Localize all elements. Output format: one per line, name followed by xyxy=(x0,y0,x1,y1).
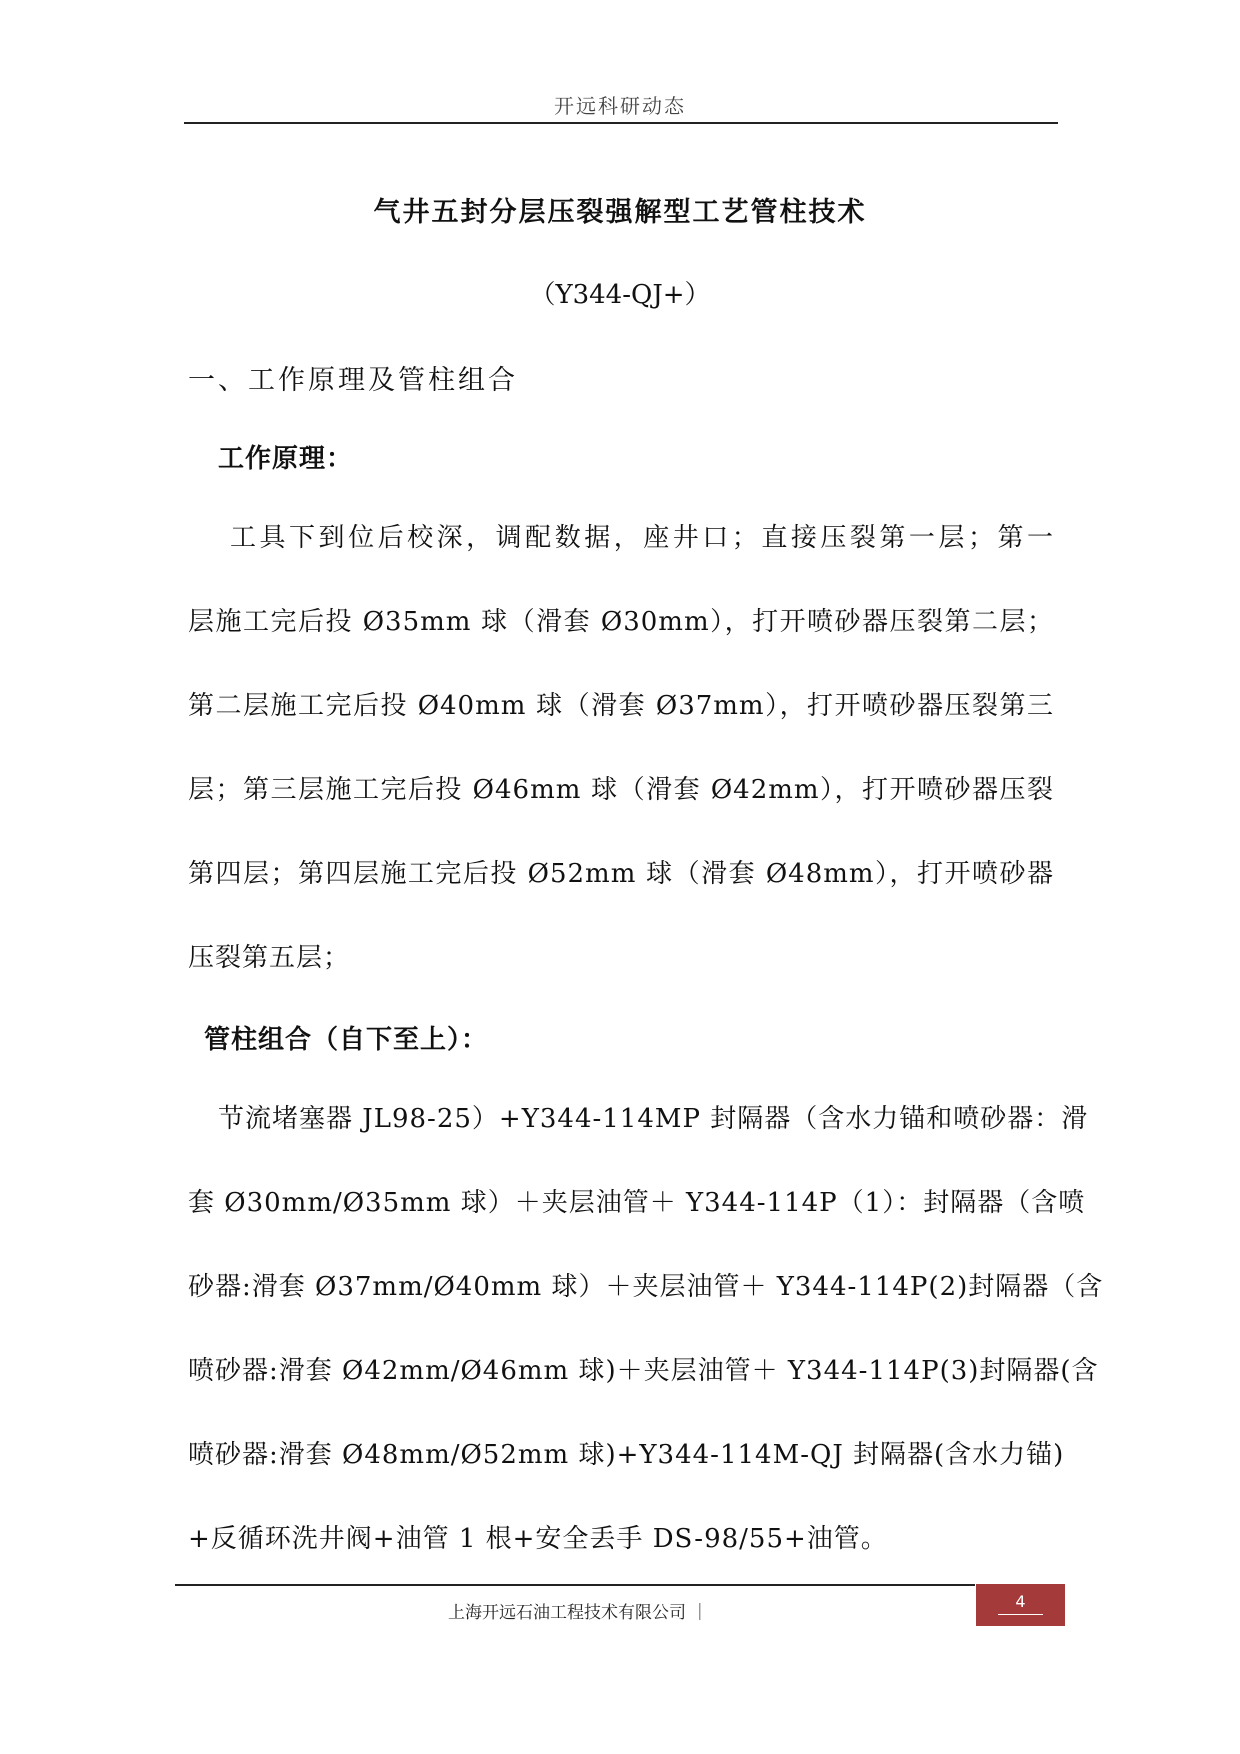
footer-divider xyxy=(175,1584,975,1586)
text-line: 第四层；第四层施工完后投 Ø52mm 球（滑套 Ø48mm），打开喷砂器 xyxy=(188,859,1054,889)
principle-heading: 工作原理： xyxy=(218,444,354,474)
text-line: 砂器:滑套 Ø37mm/Ø40mm 球）＋夹层油管＋ Y344-114P(2)封隔器（含 xyxy=(188,1272,1104,1302)
page-number: 4 xyxy=(1015,1592,1026,1611)
text-line: 套 Ø30mm/Ø35mm 球）＋夹层油管＋ Y344-114P（1）：封隔器（含喷 xyxy=(188,1188,1086,1218)
section-heading: 一、工作原理及管柱组合 xyxy=(188,365,518,396)
document-subtitle: （Y344-QJ+） xyxy=(529,280,711,310)
assembly-heading: 管柱组合（自下至上）： xyxy=(204,1025,489,1055)
text-line: 压裂第五层； xyxy=(188,943,351,973)
text-line: +反循环洗井阀+油管 1 根+安全丢手 DS-98/55+油管。 xyxy=(188,1524,888,1554)
text-line: 层施工完后投 Ø35mm 球（滑套 Ø30mm），打开喷砂器压裂第二层； xyxy=(188,607,1054,637)
text-line: 节流堵塞器 JL98-25）+Y344-114MP 封隔器（含水力锚和喷砂器：滑 xyxy=(218,1104,1089,1134)
text-line: 喷砂器:滑套 Ø48mm/Ø52mm 球)+Y344-114M-QJ 封隔器(含水力锚) xyxy=(188,1440,1065,1470)
text-line: 喷砂器:滑套 Ø42mm/Ø46mm 球)＋夹层油管＋ Y344-114P(3)封隔器(含 xyxy=(188,1356,1099,1386)
text-line: 第二层施工完后投 Ø40mm 球（滑套 Ø37mm），打开喷砂器压裂第三 xyxy=(188,691,1054,721)
running-header: 开远科研动态 xyxy=(554,94,686,118)
footer-company: 上海开远石油工程技术有限公司 ｜ xyxy=(448,1603,709,1623)
text-line: 工具下到位后校深，调配数据，座井口；直接压裂第一层；第一 xyxy=(230,523,1054,553)
page-number-box xyxy=(976,1584,1065,1626)
text-line: 层；第三层施工完后投 Ø46mm 球（滑套 Ø42mm），打开喷砂器压裂 xyxy=(188,775,1054,805)
document-title: 气井五封分层压裂强解型工艺管柱技术 xyxy=(373,197,867,228)
header-divider xyxy=(184,122,1058,124)
page-number-underline xyxy=(998,1614,1043,1615)
assembly-paragraph xyxy=(188,1077,1104,1581)
principle-paragraph xyxy=(188,496,1054,1000)
